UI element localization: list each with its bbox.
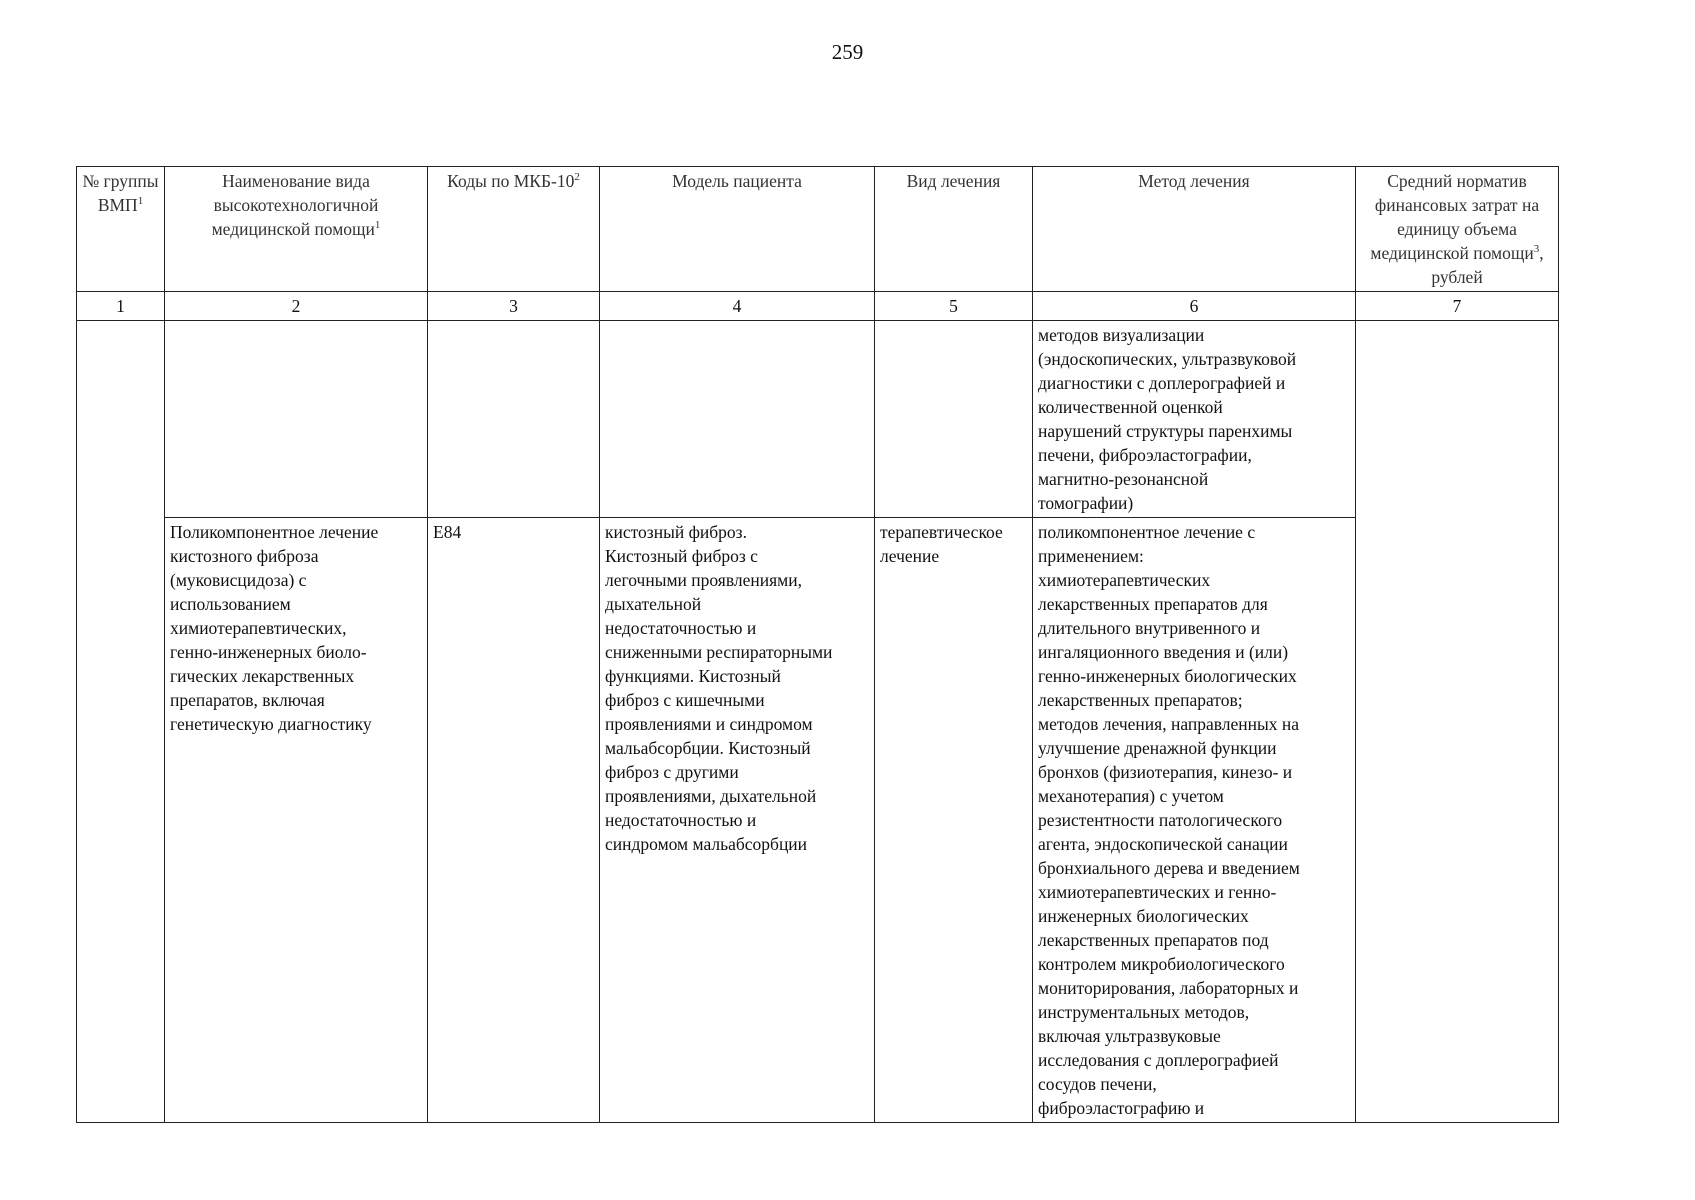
continuation-method-cell: методов визуализации (эндоскопических, ультразвуковой диагностики с доплерографией и количественной оценкой нарушений структуры паренхимы печени, фиброэластографии, магнитно-резонансной томографии) [1033,321,1356,518]
column-number: 3 [428,292,600,321]
column-number: 4 [600,292,875,321]
icd-codes-cell: E84 [428,518,600,1123]
table-row [77,518,1559,1123]
column-number: 2 [165,292,428,321]
empty-cell [875,321,1033,518]
care-name-cell: Поликомпонентное лечение кистозного фиброза (муковисцидоза) с использованием химиотерапевтических, генно-инженерных биоло- гических лекарственных препаратов, включая генетическую диагностику [165,518,428,1123]
header-icd-codes: Коды по МКБ-$10^2$ [428,167,600,292]
header-treatment-type: Вид лечения [875,167,1033,292]
treatment-type-cell: терапевтическое лечение [875,518,1033,1123]
cost-cell [1356,321,1559,1123]
empty-cell [428,321,600,518]
column-number-row [77,292,1559,321]
treatment-method-cell: поликомпонентное лечение с применением: химиотерапевтических лекарственных препаратов для длительного внутривенного и ингаляционного введения и (или) генно-инженерных биологических лекарственных препаратов; методов лечения, направленных на улучшение дренажной функции бронхов (физиотерапия, кинезо- и механотерапия) с учетом резистентности патологического агента, эндоскопической санации бронхиального дерева и введением химиотерапевтических и генно- инженерных биологических лекарственных препаратов под контролем микробиологического мониторирования, лабораторных и инструментальных методов, включая ультразвуковые исследования с доплерографией сосудов печени, фиброэластографию и [1033,518,1356,1123]
empty-cell [165,321,428,518]
column-number: 5 [875,292,1033,321]
column-number: 6 [1033,292,1356,321]
header-care-name: Наименование вида высокотехнологичной медицинской помощи$^1$ [165,167,428,292]
column-number: 7 [1356,292,1559,321]
page-number: 259 [831,40,864,64]
patient-model-cell: кистозный фиброз. Кистозный фиброз с легочными проявлениями, дыхательной недостаточностью и сниженными респираторными функциями. Кистозный фиброз с кишечными проявлениями и синдромом мальабсорбции. Кистозный фиброз с другими проявлениями, дыхательной недостаточностью и синдромом мальабсорбции [600,518,875,1123]
group-no-cell [77,321,165,1123]
empty-cell [600,321,875,518]
vmp-table [76,166,1559,1123]
header-group-no: № группы ВМП$^1$ [77,167,165,292]
column-number: 1 [77,292,165,321]
header-cost: Средний норматив финансовых затрат на единицу объема медицинской помощи$^3$, рублей [1356,167,1559,292]
header-row [77,167,1559,292]
header-patient-model: Модель пациента [600,167,875,292]
continuation-row [77,321,1559,518]
header-treatment-method: Метод лечения [1033,167,1356,292]
